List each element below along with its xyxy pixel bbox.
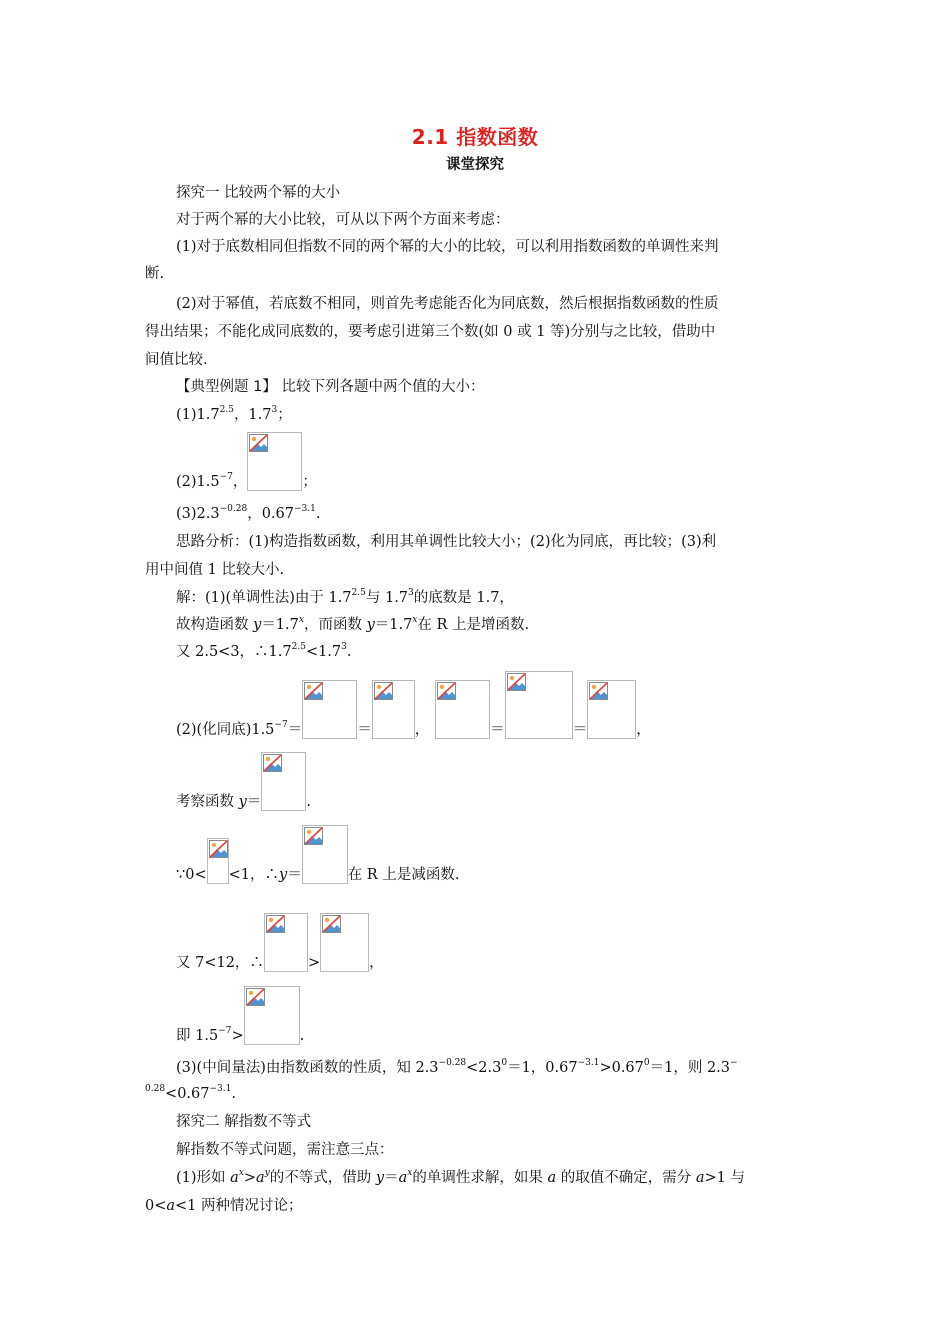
image-placeholder-glyph [266,915,285,933]
solution-2c: ∵0< <1，∴y＝ 在 R 上是减函数. [176,825,459,884]
page-title: 2.1 指数函数 [411,125,539,149]
broken-image-icon [372,680,415,739]
solution-2b: 考察函数 y＝ . [176,752,311,811]
image-placeholder-glyph [304,682,323,700]
analysis-cont: 用中间值 1 比较大小. [145,562,285,578]
solution-3b: $^{0.28}<0.67^{-3.1}$. [145,1084,236,1102]
broken-image-icon [320,913,369,972]
solution-2d: 又 7<12，∴ > ， [176,913,384,972]
image-placeholder-glyph [304,827,323,845]
solution-2a: (2)(化同底)$1.5^{-7}=$ ＝ ， ＝ ＝ ， [176,671,651,739]
example-prompt-text: 比较下列各题中两个值的大小： [276,379,485,395]
broken-image-icon [302,825,348,884]
broken-image-icon [264,913,308,972]
image-placeholder-glyph [437,682,456,700]
solution-3a: (3)(中间量法)由指数函数的性质，知 $2.3^{-0.28}<2.3^0=1$，$0.67^{-3.1}>0.67^0=1$，则 2.3− [176,1058,738,1076]
section1-point2-cont2: 间值比较. [145,352,208,368]
solution-1b: 故构造函数 $y=1.7^x$，而函数 $y=1.7^x$在 R 上是增函数. [176,615,530,633]
section1-heading: 探究一 比较两个幂的大小 [176,185,341,201]
section1-point2: (2)对于幂值，若底数不相同，则首先考虑能否化为同底数，然后根据指数函数的性质 [176,296,719,312]
question-2: $(2)1.5^{-7}$， ； [176,432,317,491]
section2-intro: 解指数不等式问题，需注意三点： [176,1142,394,1158]
image-placeholder-glyph [209,840,228,858]
image-placeholder-glyph [374,682,393,700]
broken-image-icon [261,752,306,811]
image-placeholder-glyph [263,754,282,772]
section1-point1-cont: 断. [145,266,165,282]
broken-image-icon [505,671,573,739]
broken-image-icon [207,838,229,884]
analysis: 思路分析：(1)构造指数函数，利用其单调性比较大小；(2)化为同底，再比较；(3)利 [176,534,717,550]
section1-intro: 对于两个幂的大小比较，可从以下两个方面来考虑： [176,212,510,228]
example-label: 【典型例题 1】 [176,379,277,395]
image-placeholder-glyph [589,682,608,700]
broken-image-icon [302,680,357,739]
section2-point1-cont: 0<a<1 两种情况讨论； [145,1198,303,1214]
solution-1a: 解：(1)(单调性法)由于 $1.7^{2.5}$与 $1.7^3$的底数是 1.7， [176,588,514,606]
question-1: $(1)1.7^{2.5}$，$1.7^3$； [176,405,292,423]
image-placeholder-glyph [507,673,526,691]
section1-point1: (1)对于底数相同但指数不同的两个幂的大小的比较，可以利用指数函数的单调性来判 [176,239,719,255]
solution-2e: 即 $1.5^{-7}>$ . [176,986,304,1045]
example-prompt [176,378,484,396]
image-placeholder-glyph [246,988,265,1006]
section2-point1: (1)形如 $a^x>a^y$的不等式，借助 $y=a^x$的单调性求解，如果 a 的取值不确定，需分 a>1 与 [176,1168,745,1186]
image-placeholder-glyph [322,915,341,933]
section2-heading: 探究二 解指数不等式 [176,1114,312,1130]
section1-point2-cont: 得出结果；不能化成同底数的，要考虑引进第三个数(如 0 或 1 等)分别与之比较，借助中 [145,324,716,340]
broken-image-icon [587,680,636,739]
broken-image-icon [435,680,490,739]
question-3: $(3)2.3^{-0.28}$，$0.67^{-3.1}$. [176,504,321,522]
broken-image-icon [247,432,302,491]
solution-1c: 又 2.5<3，$\therefore 1.7^{2.5}<1.7^3$. [176,642,352,660]
page-subtitle: 课堂探究 [446,157,504,173]
image-placeholder-glyph [249,434,268,452]
broken-image-icon [244,986,300,1045]
